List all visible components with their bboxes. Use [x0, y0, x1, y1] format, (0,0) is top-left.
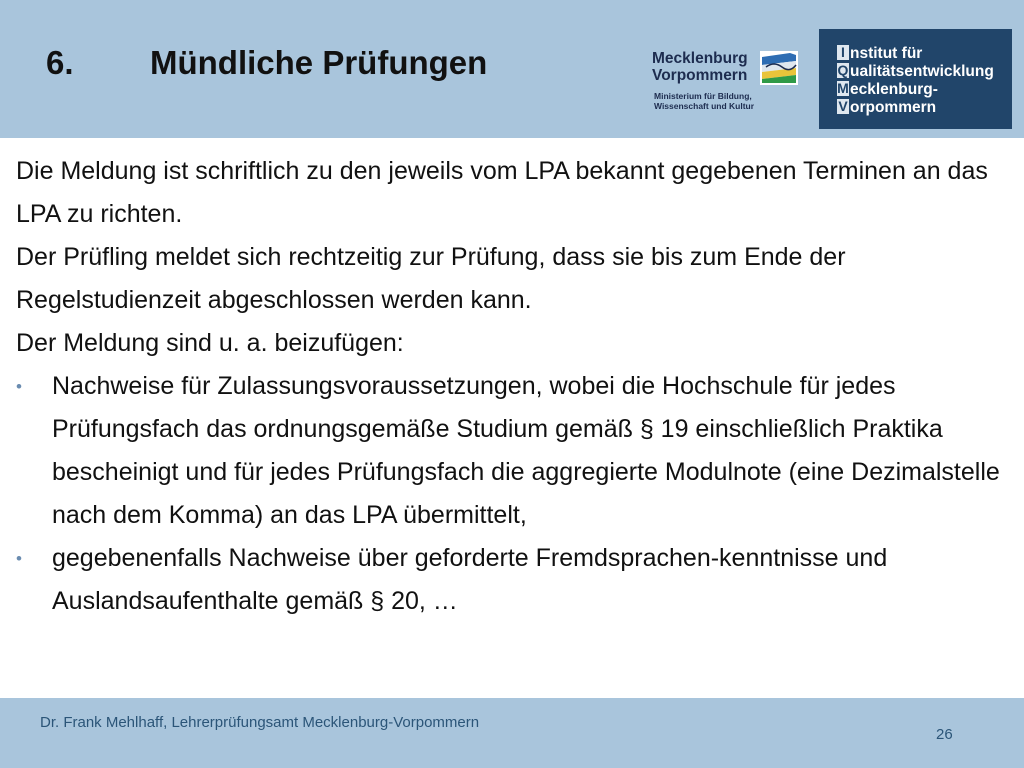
iq-logo-line-text: ualitätsentwicklung: [850, 63, 994, 80]
iq-logo-initial: V: [838, 98, 848, 114]
slide-footer: [0, 698, 1024, 768]
list-item: [16, 365, 1016, 537]
ministry-subtitle-line1: Ministerium für Bildung,: [654, 91, 752, 101]
body-paragraph: Die Meldung ist schriftlich zu den jeweils vom LPA bekannt gegebenen Terminen an das LPA zu richten.: [16, 157, 988, 228]
ministry-logo-name-line2: Vorpommern: [652, 67, 748, 84]
section-number: 6.: [46, 44, 74, 81]
iq-mv-logo: [819, 29, 1012, 129]
footer-author: Dr. Frank Mehlhaff, Lehrerprüfungsamt Mecklenburg-Vorpommern: [40, 714, 480, 731]
slide-title: Mündliche Prüfungen: [150, 44, 488, 81]
iq-logo-line-text: nstitut für: [850, 45, 923, 62]
iq-logo-line-text: ecklenburg-: [850, 81, 938, 98]
ministry-logo-name: [652, 50, 748, 84]
iq-logo-line: [837, 81, 938, 98]
state-emblem-icon: [760, 51, 798, 85]
ministry-logo-name-line1: Mecklenburg: [652, 50, 748, 67]
slide-header: [0, 0, 1024, 138]
slide-body: [16, 150, 1016, 623]
iq-logo-line: [837, 63, 994, 80]
requirements-list: [16, 365, 1016, 623]
list-item: [16, 537, 1016, 623]
iq-logo-initial: M: [837, 80, 849, 96]
iq-logo-line: [837, 99, 936, 116]
bullet-icon: •: [16, 549, 22, 568]
bullet-icon: •: [16, 377, 22, 396]
page-number: 26: [936, 726, 953, 743]
body-paragraph: Der Meldung sind u. a. beizufügen:: [16, 329, 404, 357]
iq-logo-line: [837, 45, 922, 62]
iq-logo-initial: I: [837, 45, 849, 60]
ministry-logo-subtitle: [654, 91, 764, 111]
ministry-logo: [652, 50, 802, 120]
list-item-text: Nachweise für Zulassungsvoraussetzungen, wobei die Hochschule für jedes Prüfungsfach das ordnungsgemäße Studium gemäß § 19 einschließlich Praktika bescheinigt und für jedes Prüfungsfach die aggregierte Modulnote (eine Dezimalstelle nach dem Komma) an das LPA übermittelt,: [52, 372, 1000, 529]
ministry-subtitle-line2: Wissenschaft und Kultur: [654, 101, 755, 111]
iq-logo-initial: Q: [837, 62, 849, 78]
body-paragraph: Der Prüfling meldet sich rechtzeitig zur Prüfung, dass sie bis zum Ende der Regelstudienzeit abgeschlossen werden kann.: [16, 243, 846, 314]
iq-logo-line-text: orpommern: [850, 99, 937, 116]
list-item-text: gegebenenfalls Nachweise über geforderte Fremdsprachen-kenntnisse und Auslandsaufenthalte gemäß § 20, …: [52, 544, 888, 615]
